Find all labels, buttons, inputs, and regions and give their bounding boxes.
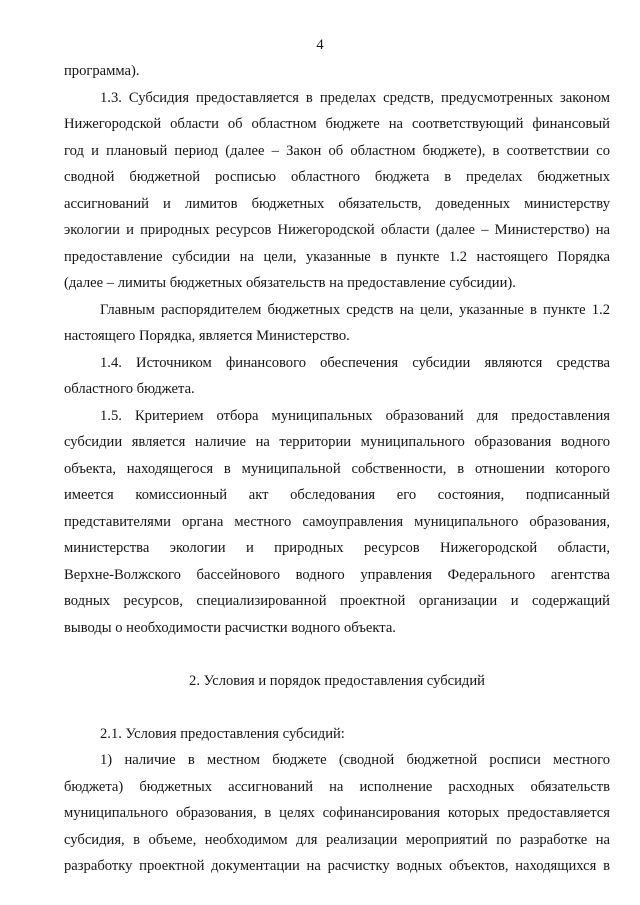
section-heading [64,668,610,695]
text-line: сводной бюджетной росписью областного бюджета в пределах бюджетных [64,169,610,185]
paragraph-1-3 [64,85,610,297]
spacer [64,694,610,721]
text-line: (далее – лимиты бюджетных обязательств на предоставление субсидии). [64,275,516,291]
text-line: имеется комиссионный акт обследования его состояния, подписанный [64,487,610,503]
text-line: 1.3. Субсидия предоставляется в пределах средств, предусмотренных законом [100,89,610,106]
text-line: представителями органа местного самоуправления муниципального образования, [64,513,610,530]
text-line: программа). [64,63,140,79]
text-line: ассигнований и лимитов бюджетных обязательств, доведенных министерству [64,195,610,212]
text-line: субсидия, в объеме, необходимом для реализации мероприятий по разработке на [64,831,610,848]
paragraph-continuation [64,58,610,85]
text-line: Нижегородской области об областном бюджете на соответствующий финансовый [64,116,610,132]
paragraph-condition-1 [64,747,610,880]
text-line: субсидии является наличие на территории муниципального образования водного [64,434,610,450]
paragraph-chief-administrator [64,297,610,350]
spacer [64,641,610,668]
text-line: Верхне-Волжского бассейнового водного управления Федерального агентства [64,566,610,583]
text-line: разработку проектной документации на расчистку водных объектов, находящихся в [64,858,610,874]
text-line: министерства экологии и природных ресурсов Нижегородской области, [64,540,610,556]
paragraph-1-4 [64,350,610,403]
text-line: год и плановый период (далее – Закон об областном бюджете), в соответствии со [64,142,610,159]
text-line: предоставление субсидии на цели, указанные в пункте 1.2 настоящего Порядка [64,248,610,265]
page-number: 4 [316,37,324,53]
text-line: муниципального образования, в целях софинансирования которых предоставляется [64,805,610,821]
paragraph-2-1 [64,721,610,748]
text-line: экологии и природных ресурсов Нижегородской области (далее – Министерство) на [64,222,610,238]
text-line: объекта, находящегося в муниципальной собственности, в отношении которого [64,460,610,477]
paragraph-1-5 [64,403,610,642]
text-line: Главным распорядителем бюджетных средств на цели, указанные в пункте 1.2 [100,301,610,318]
text-line: водных ресурсов, специализированной проектной организации и содержащий [64,593,610,609]
text-line: выводы о необходимости расчистки водного объекта. [64,619,396,636]
text-line: настоящего Порядка, является Министерство. [64,328,350,344]
text-line: 1.5. Критерием отбора муниципальных образований для предоставления [100,407,610,424]
heading-text: 2. Условия и порядок предоставления субсидий [189,672,485,689]
document-body [64,58,610,880]
text-line: областного бюджета. [64,381,195,397]
text-line: 1.4. Источником финансового обеспечения субсидии являются средства [100,354,610,371]
text-line: 1) наличие в местном бюджете (сводной бюджетной росписи местного [100,752,610,768]
text-line: бюджета) бюджетных ассигнований на исполнение расходных обязательств [64,778,610,795]
text-line: 2.1. Условия предоставления субсидий: [100,725,345,742]
